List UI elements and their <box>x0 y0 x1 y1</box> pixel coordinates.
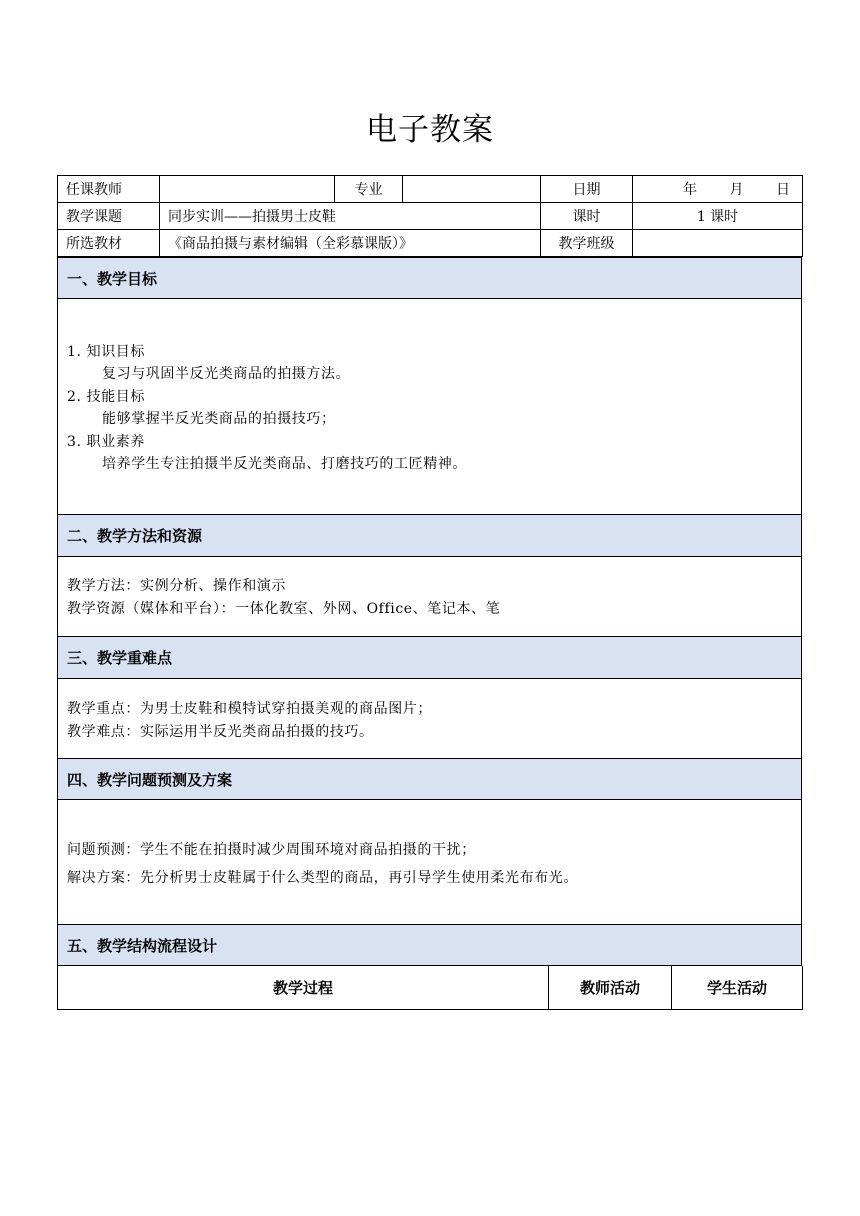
teacher-value <box>160 176 335 203</box>
teacher-label: 任课教师 <box>58 176 160 203</box>
textbook-label: 所选教材 <box>58 230 160 257</box>
section-heading-methods: 二、教学方法和资源 <box>57 514 802 557</box>
flow-table <box>57 966 803 1010</box>
textbook-value: 《商品拍摄与素材编辑（全彩慕课版）》 <box>160 230 541 257</box>
major-value <box>403 176 541 203</box>
date-year: 年 <box>683 182 697 198</box>
section-body-methods <box>57 557 802 637</box>
section-heading-goals: 一、教学目标 <box>57 257 802 299</box>
date-month: 月 <box>729 182 744 198</box>
flow-column-process: 教学过程 <box>58 966 549 1010</box>
section-body-keypoints <box>57 679 802 759</box>
info-table <box>57 175 803 257</box>
problem-line: 问题预测：学生不能在拍摄时减少周围环境对商品拍摄的干扰； <box>67 842 476 858</box>
hours-label: 课时 <box>541 203 633 230</box>
flow-header-row <box>58 966 803 1010</box>
goal-line: 3. 职业素养 <box>67 434 146 450</box>
method-line: 教学资源（媒体和平台）：一体化教室、外网、Office、笔记本、笔 <box>67 601 501 617</box>
keypoint-line: 教学重点：为男士皮鞋和模特试穿拍摄美观的商品图片； <box>67 701 432 717</box>
goal-line: 1. 知识目标 <box>67 344 146 360</box>
info-row-teacher <box>58 176 803 203</box>
flow-column-student: 学生活动 <box>672 966 803 1010</box>
flow-column-teacher: 教师活动 <box>549 966 672 1010</box>
section-heading-problems: 四、教学问题预测及方案 <box>57 758 802 800</box>
date-value <box>633 176 803 203</box>
hours-value: 1 课时 <box>633 203 803 230</box>
goal-line: 复习与巩固半反光类商品的拍摄方法。 <box>102 366 351 382</box>
goal-line: 能够掌握半反光类商品的拍摄技巧； <box>102 411 336 427</box>
section-body-goals <box>57 299 802 515</box>
date-label: 日期 <box>541 176 633 203</box>
section-body-problems <box>57 800 802 925</box>
major-label: 专业 <box>335 176 403 203</box>
problem-line: 解决方案：先分析男士皮鞋属于什么类型的商品，再引导学生使用柔光布布光。 <box>67 870 578 886</box>
keypoint-line: 教学难点：实际运用半反光类商品拍摄的技巧。 <box>67 724 374 740</box>
goal-line: 2. 技能目标 <box>67 389 146 405</box>
goal-line: 培养学生专注拍摄半反光类商品、打磨技巧的工匠精神。 <box>102 456 467 472</box>
method-line: 教学方法：实例分析、操作和演示 <box>67 578 286 594</box>
date-day: 日 <box>776 182 790 198</box>
topic-value: 同步实训——拍摄男士皮鞋 <box>160 203 541 230</box>
section-heading-flow: 五、教学结构流程设计 <box>57 924 802 966</box>
class-label: 教学班级 <box>541 230 633 257</box>
topic-label: 教学课题 <box>58 203 160 230</box>
info-row-topic <box>58 203 803 230</box>
info-row-textbook <box>58 230 803 257</box>
section-heading-keypoints: 三、教学重难点 <box>57 636 802 679</box>
document-title: 电子教案 <box>366 112 494 148</box>
class-value <box>633 230 803 257</box>
